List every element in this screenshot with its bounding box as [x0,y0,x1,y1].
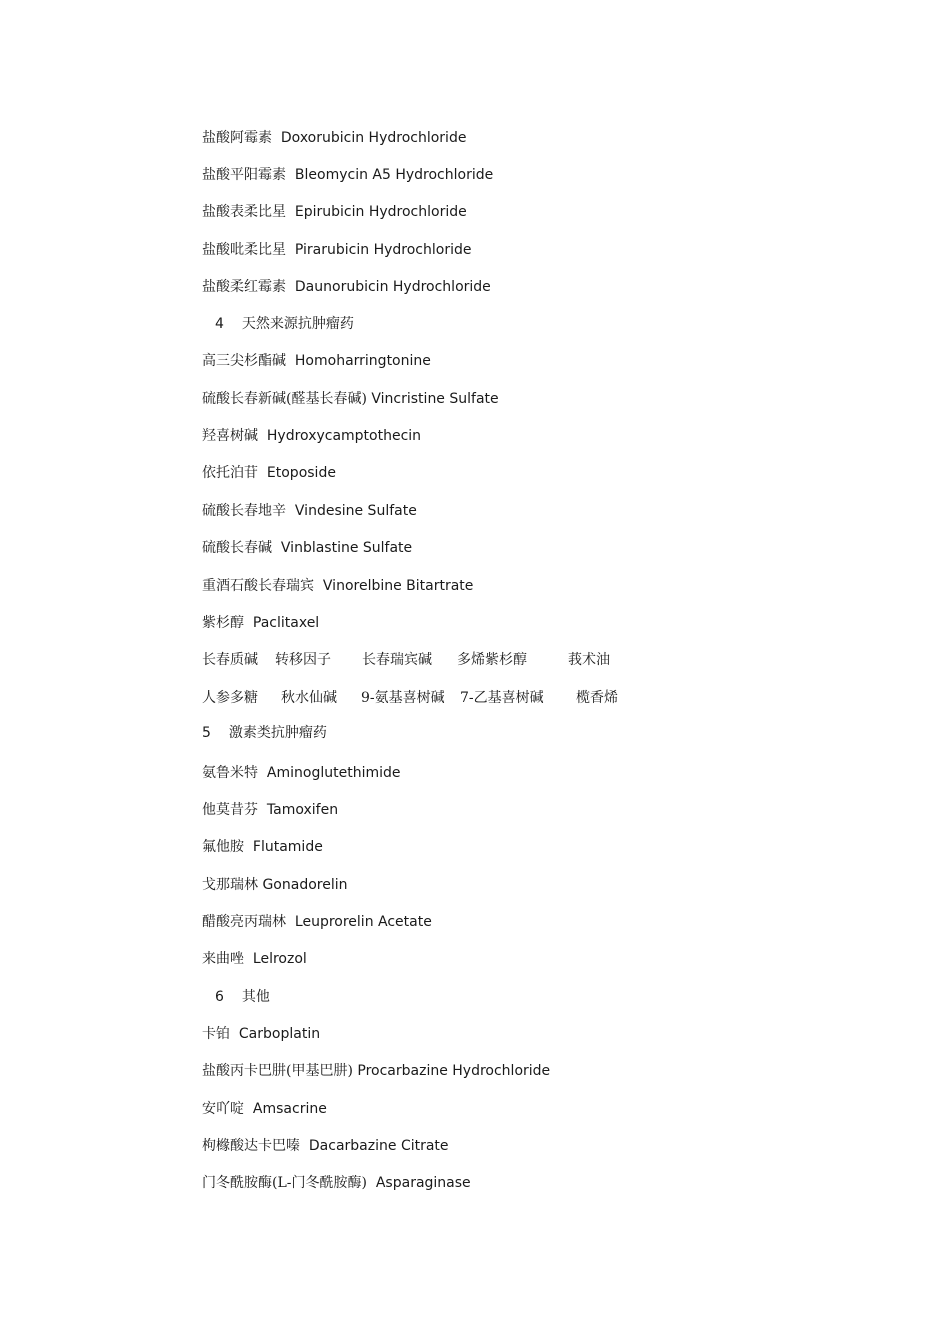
drug-entry [202,801,338,819]
drug-entry [202,1025,320,1043]
drug-entry [202,838,323,856]
section-number: 6 [215,989,224,1005]
drug-entry [202,950,307,968]
compound-name: 9-氨基喜树碱 [361,690,445,706]
drug-name-zh: 硫酸长春碱 [202,540,272,556]
drug-name-zh: 羟喜树碱 [202,428,258,444]
drug-name-en: Procarbazine Hydrochloride [357,1063,551,1079]
section-heading [202,724,327,742]
drug-name-en: Hydroxycamptothecin [266,428,422,444]
drug-entry [202,1100,327,1118]
drug-name-zh: 高三尖杉酯碱 [202,353,286,369]
drug-name-zh: 来曲唑 [202,951,244,967]
drug-name-en: Lelrozol [252,951,307,967]
drug-name-en: Gonadorelin [262,877,348,893]
drug-name-zh: 硫酸长春新碱(醛基长春碱) [202,391,367,407]
drug-name-zh: 盐酸阿霉素 [202,130,272,146]
drug-name-en: Homoharringtonine [294,353,431,369]
drug-entry [202,241,471,259]
drug-entry [202,352,431,370]
compound-name: 榄香烯 [576,690,618,706]
section-title: 天然来源抗肿瘤药 [241,316,354,332]
drug-name-zh: 安吖啶 [202,1101,244,1117]
drug-name-en: Bleomycin A5 Hydrochloride [294,167,494,183]
drug-entry [202,464,336,482]
drug-entry [202,876,348,894]
drug-name-en: Vinblastine Sulfate [280,540,413,556]
drug-name-zh: 戈那瑞林 [202,877,258,893]
drug-name-zh: 硫酸长春地辛 [202,503,286,519]
drug-entry [202,390,499,408]
drug-name-en: Asparaginase [375,1175,471,1191]
drug-name-en: Epirubicin Hydrochloride [294,204,467,220]
drug-name-en: Pirarubicin Hydrochloride [294,242,472,258]
drug-name-zh: 醋酸亮丙瑞林 [202,914,286,930]
compound-name: 长春瑞宾碱 [362,652,432,668]
compound-name: 人参多糖 [202,690,258,706]
drug-entry [202,913,432,931]
compound-name: 秋水仙碱 [281,690,337,706]
drug-name-en: Vinorelbine Bitartrate [322,578,474,594]
drug-name-zh: 重酒石酸长春瑞宾 [202,578,314,594]
drug-name-zh: 氟他胺 [202,839,244,855]
drug-name-zh: 氨鲁米特 [202,765,258,781]
drug-entry [202,577,473,595]
drug-entry [202,539,412,557]
drug-name-zh: 盐酸丙卡巴肼(甲基巴肼) [202,1063,353,1079]
drug-entry [202,1137,449,1155]
drug-entry [202,614,319,632]
drug-name-en: Flutamide [252,839,323,855]
drug-name-en: Amsacrine [252,1101,327,1117]
compound-name: 转移因子 [275,652,331,668]
drug-name-zh: 盐酸表柔比星 [202,204,286,220]
drug-name-en: Doxorubicin Hydrochloride [280,130,467,146]
drug-entry [202,764,400,782]
drug-entry [202,166,493,184]
drug-entry [202,203,467,221]
drug-name-zh: 门冬酰胺酶(L-门冬酰胺酶) [202,1175,367,1191]
drug-name-en: Tamoxifen [266,802,339,818]
section-heading [215,988,270,1006]
section-number: 5 [202,725,211,741]
drug-entry [202,502,417,520]
compound-row [202,651,642,669]
drug-name-en: Paclitaxel [252,615,320,631]
section-number: 4 [215,316,224,332]
section-heading [215,315,354,333]
drug-name-zh: 依托泊苷 [202,465,258,481]
drug-entry [202,1062,550,1080]
drug-name-en: Carboplatin [238,1026,321,1042]
drug-name-en: Vindesine Sulfate [294,503,417,519]
compound-name: 长春质碱 [202,652,258,668]
drug-name-zh: 他莫昔芬 [202,802,258,818]
drug-name-zh: 枸橼酸达卡巴嗪 [202,1138,300,1154]
compound-name: 多烯紫杉醇 [457,652,527,668]
drug-name-en: Etoposide [266,465,336,481]
drug-entry [202,278,491,296]
drug-name-en: Aminoglutethimide [266,765,401,781]
drug-name-en: Dacarbazine Citrate [308,1138,449,1154]
compound-name: 7-乙基喜树碱 [460,690,544,706]
drug-name-en: Daunorubicin Hydrochloride [294,279,491,295]
section-title: 激素类抗肿瘤药 [228,725,327,741]
drug-name-zh: 卡铂 [202,1026,230,1042]
section-title: 其他 [241,989,270,1005]
compound-name: 莪术油 [568,652,610,668]
drug-entry [202,129,466,147]
drug-name-en: Leuprorelin Acetate [294,914,432,930]
compound-row [202,689,642,707]
drug-name-zh: 紫杉醇 [202,615,244,631]
drug-entry [202,1174,471,1192]
drug-name-zh: 盐酸柔红霉素 [202,279,286,295]
drug-name-zh: 盐酸吡柔比星 [202,242,286,258]
drug-name-en: Vincristine Sulfate [371,391,499,407]
drug-name-zh: 盐酸平阳霉素 [202,167,286,183]
drug-entry [202,427,421,445]
